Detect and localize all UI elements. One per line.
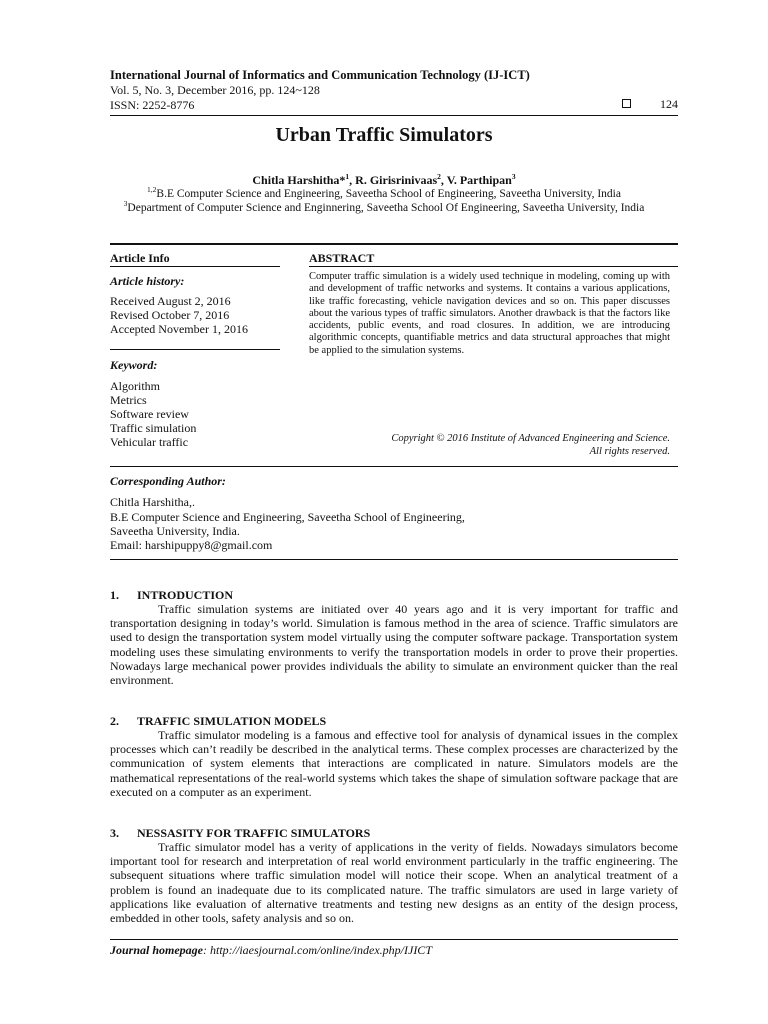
info-box-top-rule xyxy=(110,243,678,245)
article-info-heading: Article Info xyxy=(110,251,170,265)
corresponding-author-line: B.E Computer Science and Engineering, Saveetha School of Engineering, xyxy=(110,510,465,524)
abstract-heading: ABSTRACT xyxy=(309,251,375,265)
keyword-item: Traffic simulation xyxy=(110,421,197,435)
journal-issn: ISSN: 2252-8776 xyxy=(110,98,195,112)
affiliation-1-mark: 1,2 xyxy=(147,185,157,195)
keyword-heading: Keyword: xyxy=(110,358,158,372)
section-3-number: 3. xyxy=(110,826,119,840)
affiliation-2-mark: 3 xyxy=(123,199,128,209)
author-1-mark: 1 xyxy=(345,172,350,181)
keyword-item: Metrics xyxy=(110,393,147,407)
abstract-text: Computer traffic simulation is a widely used technique in modeling, coming up with and development of traffic networks and systems. It contains a various applications, like traffic forecasting, vehicle navigation devices and so on. This paper discusses about the various types of traffic simulators. Another drawback is that the factors like accidents, public events, and road closures. In addition, we are introducing algorithmic concepts, quantifiable metrics and data structural approaches that might be applied to the simulation systems. xyxy=(309,271,670,356)
journal-homepage-label: Journal homepage xyxy=(110,943,204,957)
journal-homepage-separator: : xyxy=(203,943,211,957)
affiliation-2-text: Department of Computer Science and Enginnering, Saveetha School Of Engineering, Saveetha University, India xyxy=(127,202,645,214)
author-2-mark: 2 xyxy=(437,172,441,181)
section-2-number: 2. xyxy=(110,714,119,728)
paper-title: Urban Traffic Simulators xyxy=(275,124,493,146)
corresponding-author-line: Saveetha University, India. xyxy=(110,524,240,538)
section-3-heading: NESSASITY FOR TRAFFIC SIMULATORS xyxy=(137,826,371,840)
author-2: , R. Girisrinivaas xyxy=(349,173,438,187)
keyword-item: Vehicular traffic xyxy=(110,435,189,449)
author-list xyxy=(0,173,768,188)
accepted-date: Accepted November 1, 2016 xyxy=(110,322,248,336)
revised-date: Revised October 7, 2016 xyxy=(110,308,230,322)
keyword-item: Algorithm xyxy=(110,379,160,393)
author-1: Chitla Harshitha* xyxy=(252,173,346,187)
info-heading-rule xyxy=(110,266,280,267)
section-2-text: Traffic simulator modeling is a famous and effective tool for analysis of dynamical issues in the complex processes which can’t readily be described in the analytical terms. These complex processes are characterized by the communication of system elements that interactions are complicated in nature. Simulators models are the mathematical representations of the real-world systems which takes the shape of simulation software package that are executed on a computer as an experiment. xyxy=(110,728,678,799)
journal-homepage xyxy=(110,943,432,958)
received-date: Received August 2, 2016 xyxy=(110,294,231,308)
section-1-number: 1. xyxy=(110,588,119,602)
copyright-line: Copyright © 2016 Institute of Advanced Engineering and Science. xyxy=(391,433,670,444)
corresponding-rule xyxy=(110,559,678,560)
section-1-heading: INTRODUCTION xyxy=(137,588,234,602)
header-rule xyxy=(110,115,678,116)
footer-rule xyxy=(110,939,678,940)
keyword-item: Software review xyxy=(110,407,189,421)
square-outline-icon xyxy=(622,99,631,108)
abstract-heading-rule xyxy=(309,266,678,267)
journal-homepage-link[interactable]: http://iaesjournal.com/online/index.php/IJICT xyxy=(210,943,432,957)
corresponding-author-email: Email: harshipuppy8@gmail.com xyxy=(110,538,273,552)
section-2-heading: TRAFFIC SIMULATION MODELS xyxy=(137,714,327,728)
journal-name: International Journal of Informatics and Communication Technology (IJ-ICT) xyxy=(110,68,530,82)
author-3-mark: 3 xyxy=(511,172,516,181)
affiliation-2 xyxy=(0,199,768,214)
article-history-heading: Article history: xyxy=(110,274,185,288)
affiliation-1 xyxy=(0,185,768,200)
corresponding-author-heading: Corresponding Author: xyxy=(110,474,226,488)
corresponding-author-line: Chitla Harshitha,. xyxy=(110,495,195,509)
section-3-text: Traffic simulator model has a verity of applications in the verity of fields. Nowadays simulators become important tool for research and interpretation of real world environment particularly in the traffic engineering. The subsequent situations where traffic simulation model will notice their scope. When an analytical treatment of a problem is found an inadequate due to its complicated nature. The traffic simulators are used in large variety of applications like evaluation of alternative treatments and testing new designs as an entity of the design process, embedded in other tools, safety analysis and so on. xyxy=(110,840,678,926)
journal-volume: Vol. 5, No. 3, December 2016, pp. 124~128 xyxy=(110,83,320,97)
section-1-text: Traffic simulation systems are initiated over 40 years ago and it is very important for traffic and transportation designing in today’s world. Simulation is famous method in the area of science. Traffic simulators are used to design the transportation system model virtually using the computer software package. Transportation system modeling uses these simulating environments to verify the transportation models in order to prove their properties. Nowadays large mechanical power provides individuals the ability to simulate an environment quicker than the real environment. xyxy=(110,602,678,688)
page-number: 124 xyxy=(660,97,678,111)
affiliation-1-text: B.E Computer Science and Engineering, Saveetha School of Engineering, Saveetha University, India xyxy=(156,188,621,200)
keyword-rule xyxy=(110,349,280,350)
rights-line: All rights reserved. xyxy=(589,446,670,457)
info-box-bottom-rule xyxy=(110,466,678,467)
author-3: , V. Parthipan xyxy=(440,173,512,187)
